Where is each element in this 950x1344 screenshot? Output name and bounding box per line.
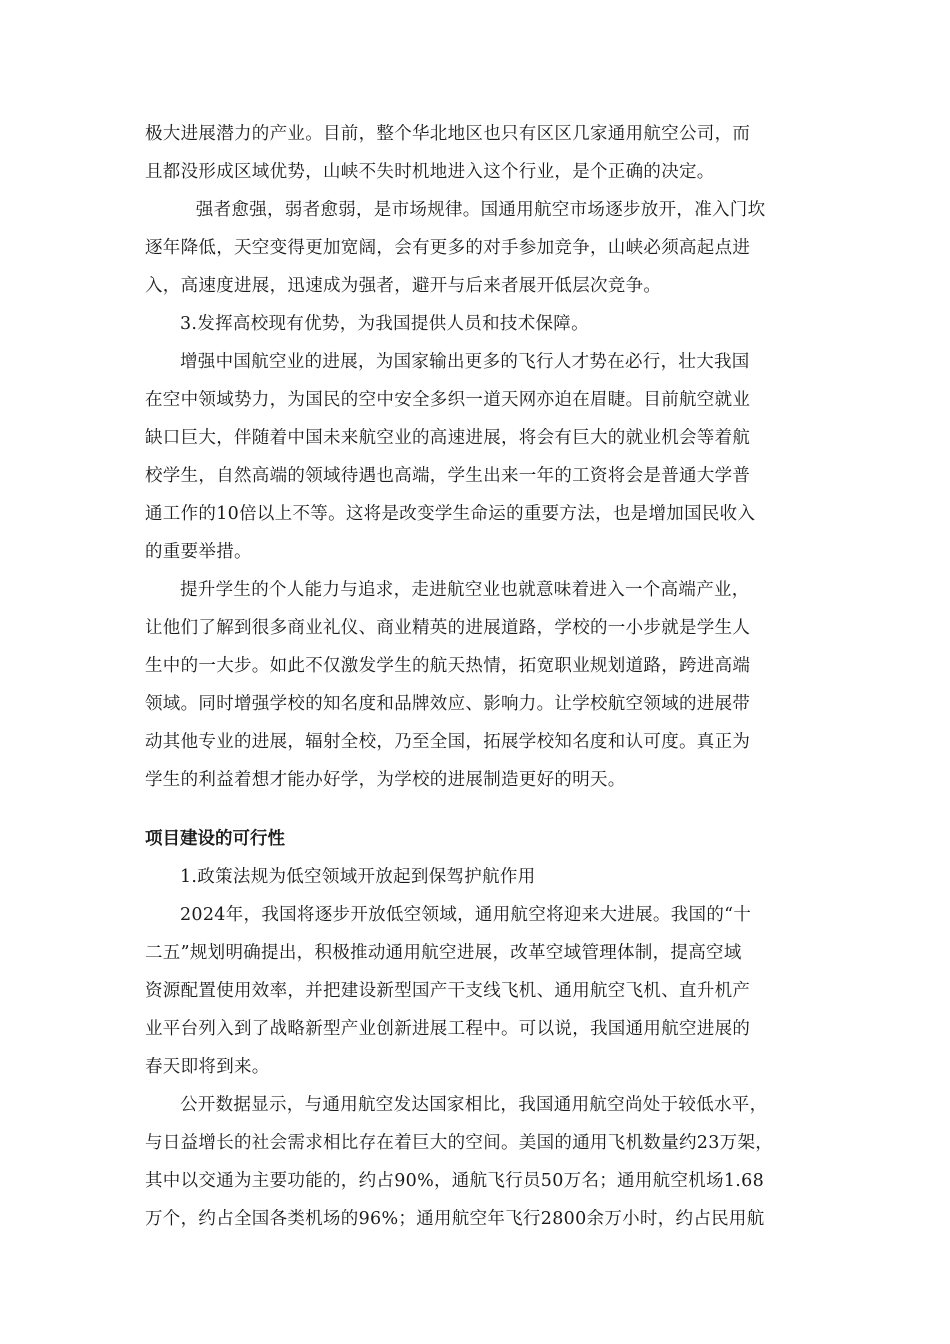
text-line: 通工作的10倍以上不等。这将是改变学生命运的重要方法，也是增加国民收入 <box>145 504 756 524</box>
text-line: 入，高速度进展，迅速成为强者，避开与后来者展开低层次竞争。 <box>145 276 662 296</box>
text-line: 生中的一大步。如此不仅激发学生的航天热情，拓宽职业规划道路，跨进高端 <box>145 656 751 676</box>
text-line: 校学生，自然高端的领域待遇也高端，学生出来一年的工资将会是普通大学普 <box>145 466 751 486</box>
text-line: 极大进展潜力的产业。目前，整个华北地区也只有区区几家通用航空公司，而 <box>145 124 751 144</box>
text-line: 业平台列入到了战略新型产业创新进展工程中。可以说，我国通用航空进展的 <box>145 1019 751 1039</box>
text-line: 1.政策法规为低空领域开放起到保驾护航作用 <box>180 867 536 887</box>
text-line: 动其他专业的进展，辐射全校，乃至全国，拓展学校知名度和认可度。真正为 <box>145 732 751 752</box>
text-line: 与日益增长的社会需求相比存在着巨大的空间。美国的通用飞机数量约23万架， <box>145 1133 774 1153</box>
text-line: 公开数据显示，与通用航空发达国家相比，我国通用航空尚处于较低水平， <box>180 1095 768 1115</box>
text-line: 2024年，我国将逐步开放低空领域，通用航空将迎来大进展。我国的“十 <box>180 905 752 925</box>
text-line: 让他们了解到很多商业礼仪、商业精英的进展道路，学校的一小步就是学生人 <box>145 618 751 638</box>
text-line: 学生的利益着想才能办好学，为学校的进展制造更好的明天。 <box>145 770 626 790</box>
text-line: 资源配置使用效率，并把建设新型国产干支线飞机、通用航空飞机、直升机产 <box>145 981 751 1001</box>
text-line: 在空中领域势力，为国民的空中安全多织一道天网亦迫在眉睫。目前航空就业 <box>145 390 751 410</box>
text-line: 领域。同时增强学校的知名度和品牌效应、影响力。让学校航空领域的进展带 <box>145 694 751 714</box>
text-line: 3.发挥高校现有优势，为我国提供人员和技术保障。 <box>180 314 589 334</box>
text-line: 万个，约占全国各类机场的96%；通用航空年飞行2800余万小时，约占民用航 <box>145 1209 765 1229</box>
text-line: 其中以交通为主要功能的，约占90%，通航飞行员50万名；通用航空机场1.68 <box>145 1171 765 1191</box>
section-heading: 项目建设的可行性 <box>145 829 285 849</box>
text-line: 且都没形成区域优势，山峡不失时机地进入这个行业，是个正确的决定。 <box>145 162 715 182</box>
text-line: 春天即将到来。 <box>145 1057 270 1077</box>
text-line: 逐年降低，天空变得更加宽阔，会有更多的对手参加竞争，山峡必须高起点进 <box>145 238 751 258</box>
text-line: 提升学生的个人能力与追求，走进航空业也就意味着进入一个高端产业， <box>180 580 750 600</box>
text-line: 的重要举措。 <box>145 542 252 562</box>
text-line: 增强中国航空业的进展，为国家输出更多的飞行人才势在必行，壮大我国 <box>180 352 750 372</box>
text-line: 二五”规划明确提出，积极推动通用航空进展，改革空域管理体制，提高空域 <box>145 943 742 963</box>
text-line: 缺口巨大，伴随着中国未来航空业的高速进展，将会有巨大的就业机会等着航 <box>145 428 751 448</box>
text-line: 强者愈强，弱者愈弱，是市场规律。国通用航空市场逐步放开，准入门坎 <box>178 200 766 220</box>
